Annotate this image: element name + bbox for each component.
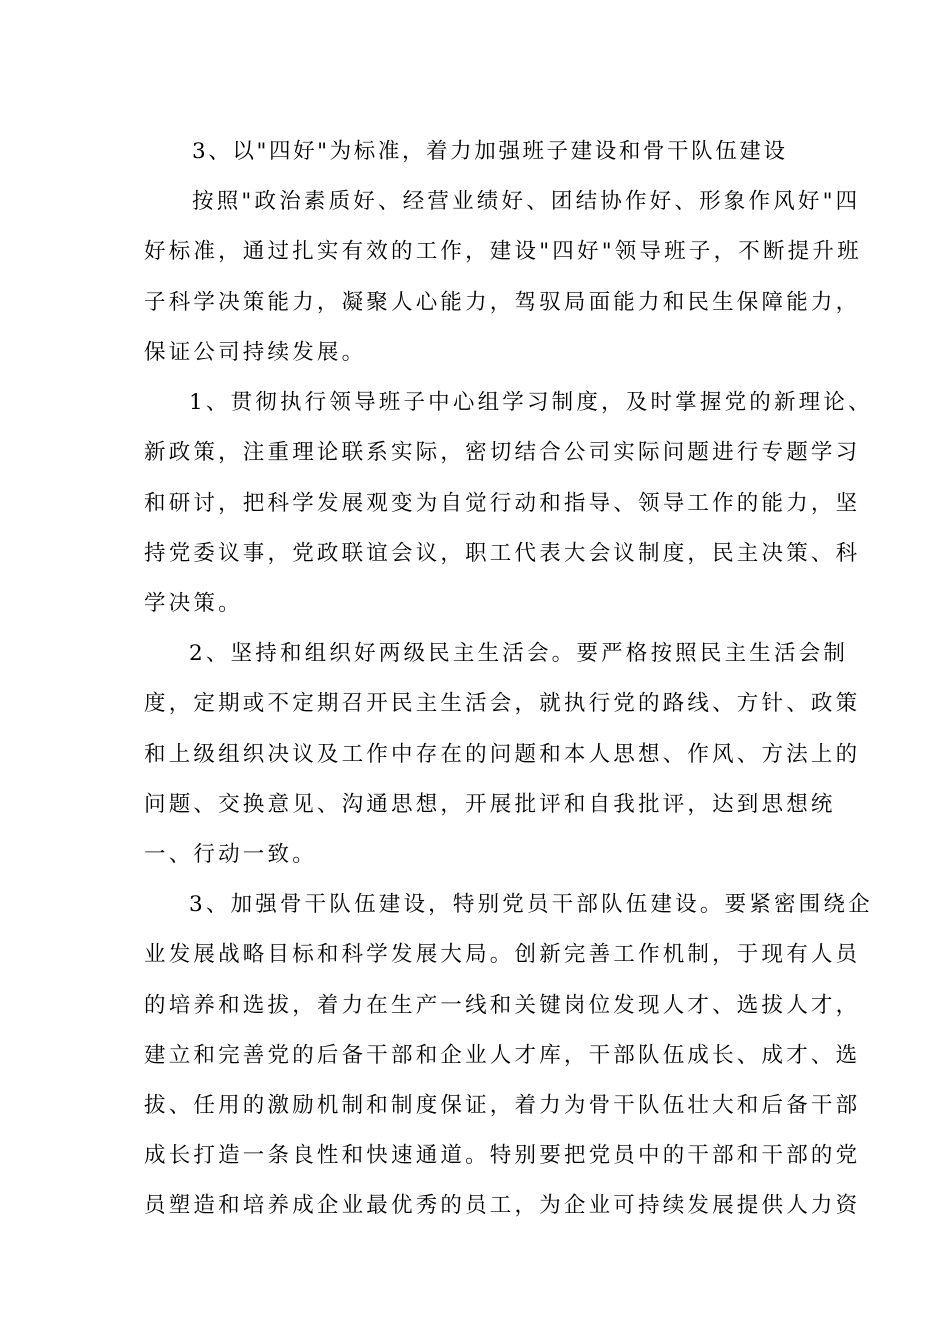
- paragraph-4-line-3: 的培养和选拔，着力在生产一线和关键岗位发现人才、选拔人才，: [144, 993, 861, 1018]
- paragraph-3-line-1: 2、坚持和组织好两级民主生活会。要严格按照民主生活会制: [189, 641, 849, 666]
- paragraph-3-line-4: 问题、交换意见、沟通思想，开展批评和自我批评，达到思想统: [144, 792, 836, 817]
- paragraph-2-line-4: 持党委议事，党政联谊会议，职工代表大会议制度，民主决策、科: [144, 541, 861, 566]
- paragraph-2-line-5: 学决策。: [144, 591, 243, 616]
- paragraph-1-line-3: 子科学决策能力，凝聚人心能力，驾驭局面能力和民生保障能力，: [144, 290, 861, 315]
- paragraph-4-line-7: 员塑造和培养成企业最优秀的员工，为企业可持续发展提供人力资: [144, 1193, 861, 1218]
- paragraph-1-line-1: 按照"政治素质好、经营业绩好、团结协作好、形象作风好"四: [192, 189, 861, 214]
- paragraph-4-line-2: 业发展战略目标和科学发展大局。创新完善工作机制，于现有人员: [144, 942, 861, 967]
- paragraph-3-line-5: 一、行动一致。: [144, 842, 317, 867]
- paragraph-3-line-2: 度，定期或不定期召开民主生活会，就执行党的路线、方针、政策: [144, 691, 861, 716]
- paragraph-2-line-1: 1、贯彻执行领导班子中心组学习制度，及时掌握党的新理论、: [189, 390, 873, 415]
- section-heading: 3、以"四好"为标准，着力加强班子建设和骨干队伍建设: [192, 139, 788, 164]
- paragraph-4-line-5: 拔、任用的激励机制和制度保证，着力为骨干队伍壮大和后备干部: [144, 1093, 861, 1118]
- paragraph-2-line-2: 新政策，注重理论联系实际，密切结合公司实际问题进行专题学习: [144, 440, 861, 465]
- paragraph-4-line-4: 建立和完善党的后备干部和企业人才库，干部队伍成长、成才、选: [144, 1043, 861, 1068]
- paragraph-4-line-1: 3、加强骨干队伍建设，特别党员干部队伍建设。要紧密围绕企: [189, 892, 873, 917]
- paragraph-4-line-6: 成长打造一条良性和快速通道。特别要把党员中的干部和干部的党: [144, 1143, 861, 1168]
- paragraph-2-line-3: 和研讨，把科学发展观变为自觉行动和指导、领导工作的能力，坚: [144, 491, 861, 516]
- paragraph-1-line-2: 好标准，通过扎实有效的工作，建设"四好"领导班子，不断提升班: [144, 239, 862, 264]
- paragraph-3-line-3: 和上级组织决议及工作中存在的问题和本人思想、作风、方法上的: [144, 742, 861, 767]
- paragraph-1-line-4: 保证公司持续发展。: [144, 340, 367, 365]
